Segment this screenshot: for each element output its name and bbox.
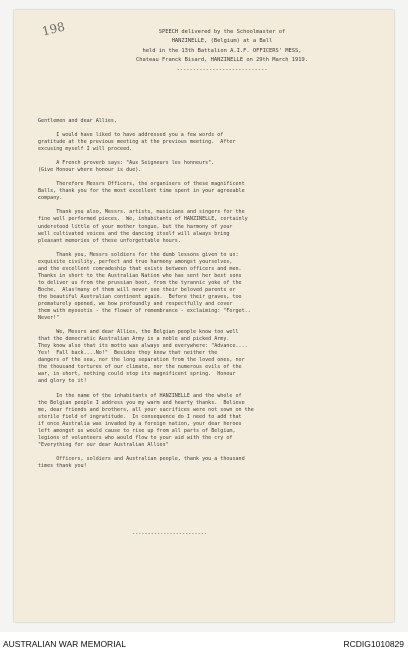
paragraph-1: I would have liked to have addressed you a few words of gratitude at the previous meeting at the previous meeting. After excusing myself I will proceed.	[38, 132, 236, 153]
paragraph-6: We, Messrs and dear Allies, the Belgian people know too well that the democratic Australian Army is a noble and picked Army. They know also that its motto was always and everywhere: "Advance.... Yes! Fall back....No!" Besides they know that neither the dangers of the sea, nor the long separation from the loved ones, nor the thousand tortures of our climate, nor the numerous evils of the war, in short, nothing could stop its magnificent spring. Honour and glory to it!	[38, 329, 248, 385]
paragraph-3: Therefore Messrs Officers, the organisers of these magnificent Balls, thank you for the most excellent time spent in your agreeable company.	[38, 181, 245, 202]
heading-rule: ----------------------------	[176, 66, 268, 73]
paragraph-2: A French proverb says: "Aux Seigneurs les honneurs". (Give Honour where honour is due).	[38, 160, 215, 174]
heading-line-4: Chateau Franck Bisard, HANZINELLE on 29th March 1919.	[135, 57, 308, 64]
source-credit: AUSTRALIAN WAR MEMORIAL	[3, 639, 126, 649]
heading-line-1: SPEECH delivered by the Schoolmaster of	[158, 29, 286, 35]
closing-rule: ------------------------	[132, 531, 207, 537]
speech-body	[38, 118, 374, 477]
heading-line-2: HANZINELLE, (Belgium) at a Ball	[171, 38, 273, 45]
paragraph-7: In the name of the inhabitants of HANZINELLE and the whole of the Belgian people I address you my warm and hearty thanks. Believe me, dear friends and brothers, all your sacrifices were not sown on the sterile field of ingratitude. In consequence do I need to add that if once Australia was invaded by a foreign nation, your dear heroes left amongst us would cause to rise up from all parts of Belgium, legions of volunteers who would flow to your aid with the cry of "Everything for our dear Australian Allies"	[38, 392, 254, 448]
heading-line-3: held in the 13th Battalion A.I.F. OFFICERS' MESS,	[142, 47, 302, 54]
caption-bar	[0, 632, 408, 654]
folio-number: 198	[40, 19, 67, 39]
record-id: RCDIG1010829	[343, 639, 404, 649]
paragraph-5: Thank you, Messrs soldiers for the dumb lessons given to us: exquisite civility, perfect and true harmony amongst yourselves, and the excellent comradeship that exists between officers and men. Thanks in short to the Australian Nation who has sent her best sons to deliver us from the prussian boot, from the tyrannic yoke of the Boche. Alas!many of them will never see their beloved parents or the beautiful Australian continent again. Before their graves, too prematurely opened, we bow profoundly and respectfully and cover them with myosotis - the flower of remembrance - exclaiming: "Forget.. Never!"	[38, 251, 251, 322]
document-page	[14, 10, 394, 622]
speech-heading	[74, 28, 370, 75]
salutation: Gentlemen and dear Allies,	[38, 118, 118, 124]
closing-paragraph: Officers, soldiers and Australian people, thank you a thousand times thank you!	[38, 455, 245, 469]
paragraph-4: Thank you also, Messrs. artists, musicians and singers for the fine well performed pieces. We, inhabitants of HANZINELLE, certainly understood little of your mother tongue, but the harmony of your well cultivated voices and the dancing itself will always bring pleasant memories of these unforgettable hours.	[38, 209, 248, 244]
